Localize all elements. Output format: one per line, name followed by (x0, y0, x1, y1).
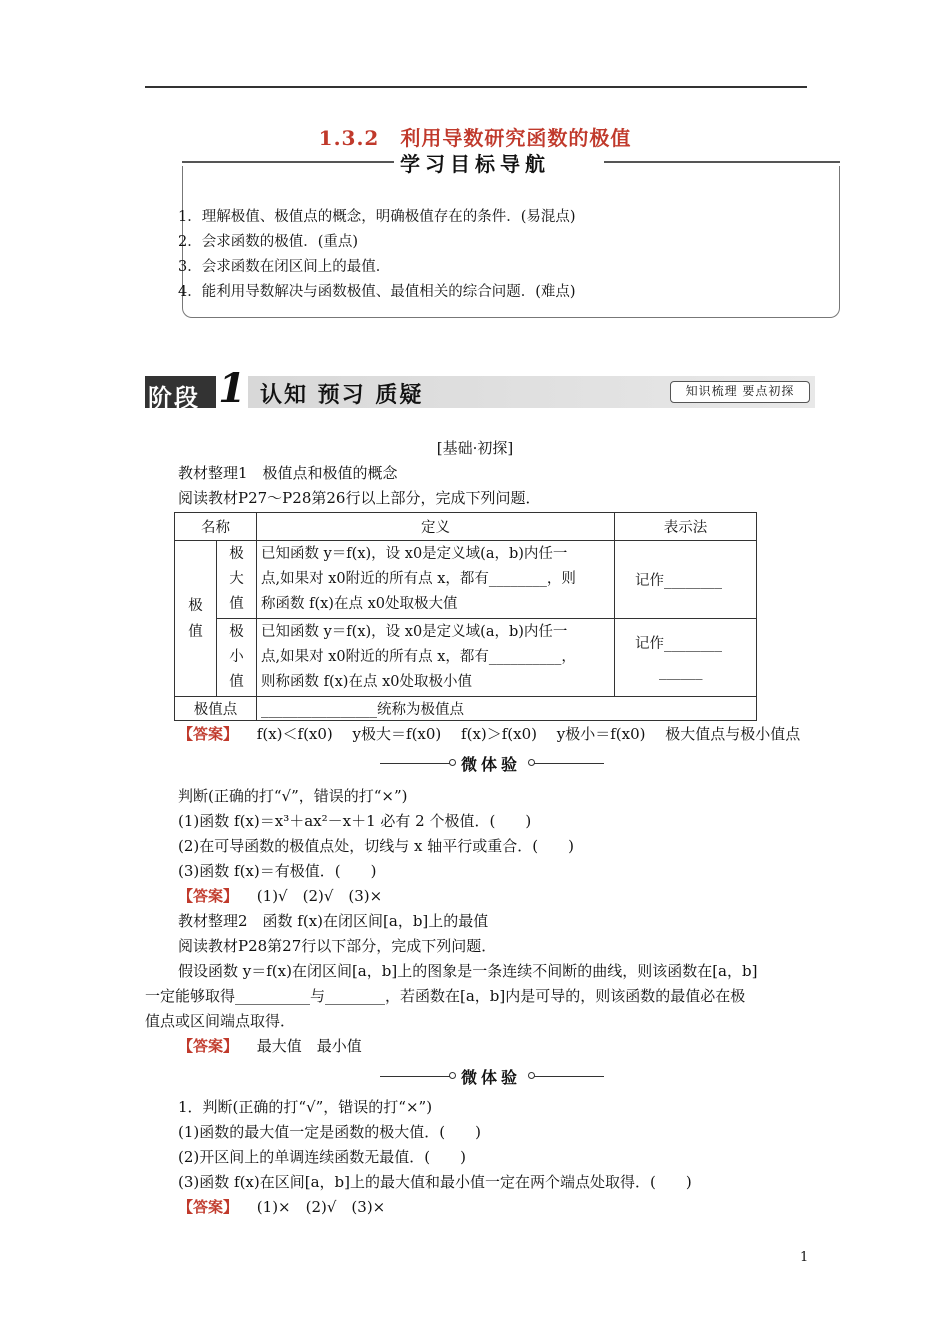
divider-dot (449, 1072, 456, 1079)
stage-label: 阶段 (148, 383, 200, 412)
answer-tag: 【答案】 (178, 725, 239, 743)
row-notation (615, 619, 757, 697)
row-name: 极值点 (175, 697, 257, 721)
reading-instruction: 阅读教材P27～P28第26行以上部分，完成下列问题． (178, 489, 541, 507)
question-item: (1)函数的最大值一定是函数的极大值．( ) (178, 1123, 481, 1141)
question-item: (2)开区间上的单调连续函数无最值．( ) (178, 1148, 466, 1166)
question-item: (2)在可导函数的极值点处，切线与 x 轴平行或重合．( ) (178, 837, 574, 855)
answer-tag: 【答案】 (178, 887, 239, 905)
reading-instruction: 阅读教材P28第27行以下部分，完成下列问题． (178, 937, 497, 955)
answer-text: 最大值 最小值 (256, 1037, 362, 1055)
stage-tag: 知识梳理 要点初探 (670, 381, 810, 403)
paragraph-line: 假设函数 y＝f(x)在闭区间[a，b]上的图象是一条连续不间断的曲线，则该函数在[a，b] (178, 962, 758, 980)
table-header: 名称 (175, 513, 257, 541)
answer-text: (1)× (2)√ (3)× (256, 1198, 386, 1216)
notation-line: ______ (659, 663, 703, 680)
section-heading: [基础·初探] (436, 439, 514, 457)
row-definition (257, 619, 615, 697)
question-item: (3)函数 f(x)在区间[a，b]上的最大值和最小值一定在两个端点处取得．( ) (178, 1173, 692, 1191)
table-header: 定义 (257, 513, 615, 541)
divider (534, 1076, 604, 1077)
answer-text: f(x)＜f(x0) y极大＝f(x0) f(x)＞f(x0) y极小＝f(x0) 极大值点与极小值点 (256, 725, 801, 743)
row-name: 极小值 (217, 619, 257, 697)
def-line: 称函数 f(x)在点 x0处取极大值 (261, 596, 458, 612)
row-name: 极大值 (217, 541, 257, 619)
page-title: 1.3.2 利用导数研究函数的极值 (318, 126, 632, 150)
def-line: 点,如果对 x0附近的所有点 x，都有__________， (261, 649, 576, 665)
answer-line (178, 1035, 362, 1056)
goal-item: 3．会求函数在闭区间上的最值． (178, 259, 391, 275)
def-line: 点,如果对 x0附近的所有点 x，都有________，则 (261, 571, 576, 587)
micro-intro: 1．判断(正确的打“√”，错误的打“×”) (178, 1098, 433, 1116)
topic-heading: 教材整理2 函数 f(x)在闭区间[a，b]上的最值 (178, 912, 489, 930)
micro-intro: 判断(正确的打“√”，错误的打“×”) (178, 787, 408, 805)
question-item: (1)函数 f(x)＝x³＋ax²－x＋1 必有 2 个极值．( ) (178, 812, 532, 830)
paragraph-line: 值点或区间端点取得． (145, 1012, 296, 1030)
row-definition (257, 541, 615, 619)
def-line: 已知函数 y＝f(x)，设 x0是定义域(a，b)内任一 (261, 546, 568, 562)
divider (380, 1076, 450, 1077)
answer-tag: 【答案】 (178, 1037, 239, 1055)
divider (380, 763, 450, 764)
topic-heading: 教材整理1 极值点和极值的概念 (178, 464, 398, 482)
answer-line (178, 723, 800, 744)
goal-item: 1．理解极值、极值点的概念，明确极值存在的条件．(易混点) (178, 209, 576, 225)
stage-title: 认知 预习 质疑 (260, 382, 424, 408)
group-label: 极值 (175, 541, 217, 697)
definition-table (174, 512, 757, 721)
row-definition: ________________统称为极值点 (257, 697, 757, 721)
question-item: (3)函数 f(x)＝有极值．( ) (178, 862, 377, 880)
answer-tag: 【答案】 (178, 1198, 239, 1216)
goal-item: 2．会求函数的极值．(重点) (178, 234, 359, 250)
paragraph-line: 一定能够取得__________与________，若函数在[a，b]内是可导的，则该函数的最值必在极 (145, 987, 746, 1005)
answer-line (178, 885, 382, 906)
nav-heading: 学习目标导航 (0, 148, 950, 177)
notation-line: 记作________ (635, 635, 722, 652)
divider (534, 763, 604, 764)
micro-heading: 微体验 (461, 1068, 522, 1087)
row-notation: 记作________ (615, 541, 757, 619)
answer-text: (1)√ (2)√ (3)× (256, 887, 383, 905)
page-number: 1 (800, 1250, 809, 1265)
goal-item: 4．能利用导数解决与函数极值、最值相关的综合问题．(难点) (178, 284, 576, 300)
def-line: 已知函数 y＝f(x)，设 x0是定义域(a，b)内任一 (261, 624, 568, 640)
table-header: 表示法 (615, 513, 757, 541)
micro-heading: 微体验 (461, 755, 522, 774)
answer-line (178, 1196, 385, 1217)
top-rule (145, 86, 807, 88)
stage-number: 1 (216, 368, 248, 410)
def-line: 则称函数 f(x)在点 x0处取极小值 (261, 674, 472, 690)
divider-dot (449, 759, 456, 766)
